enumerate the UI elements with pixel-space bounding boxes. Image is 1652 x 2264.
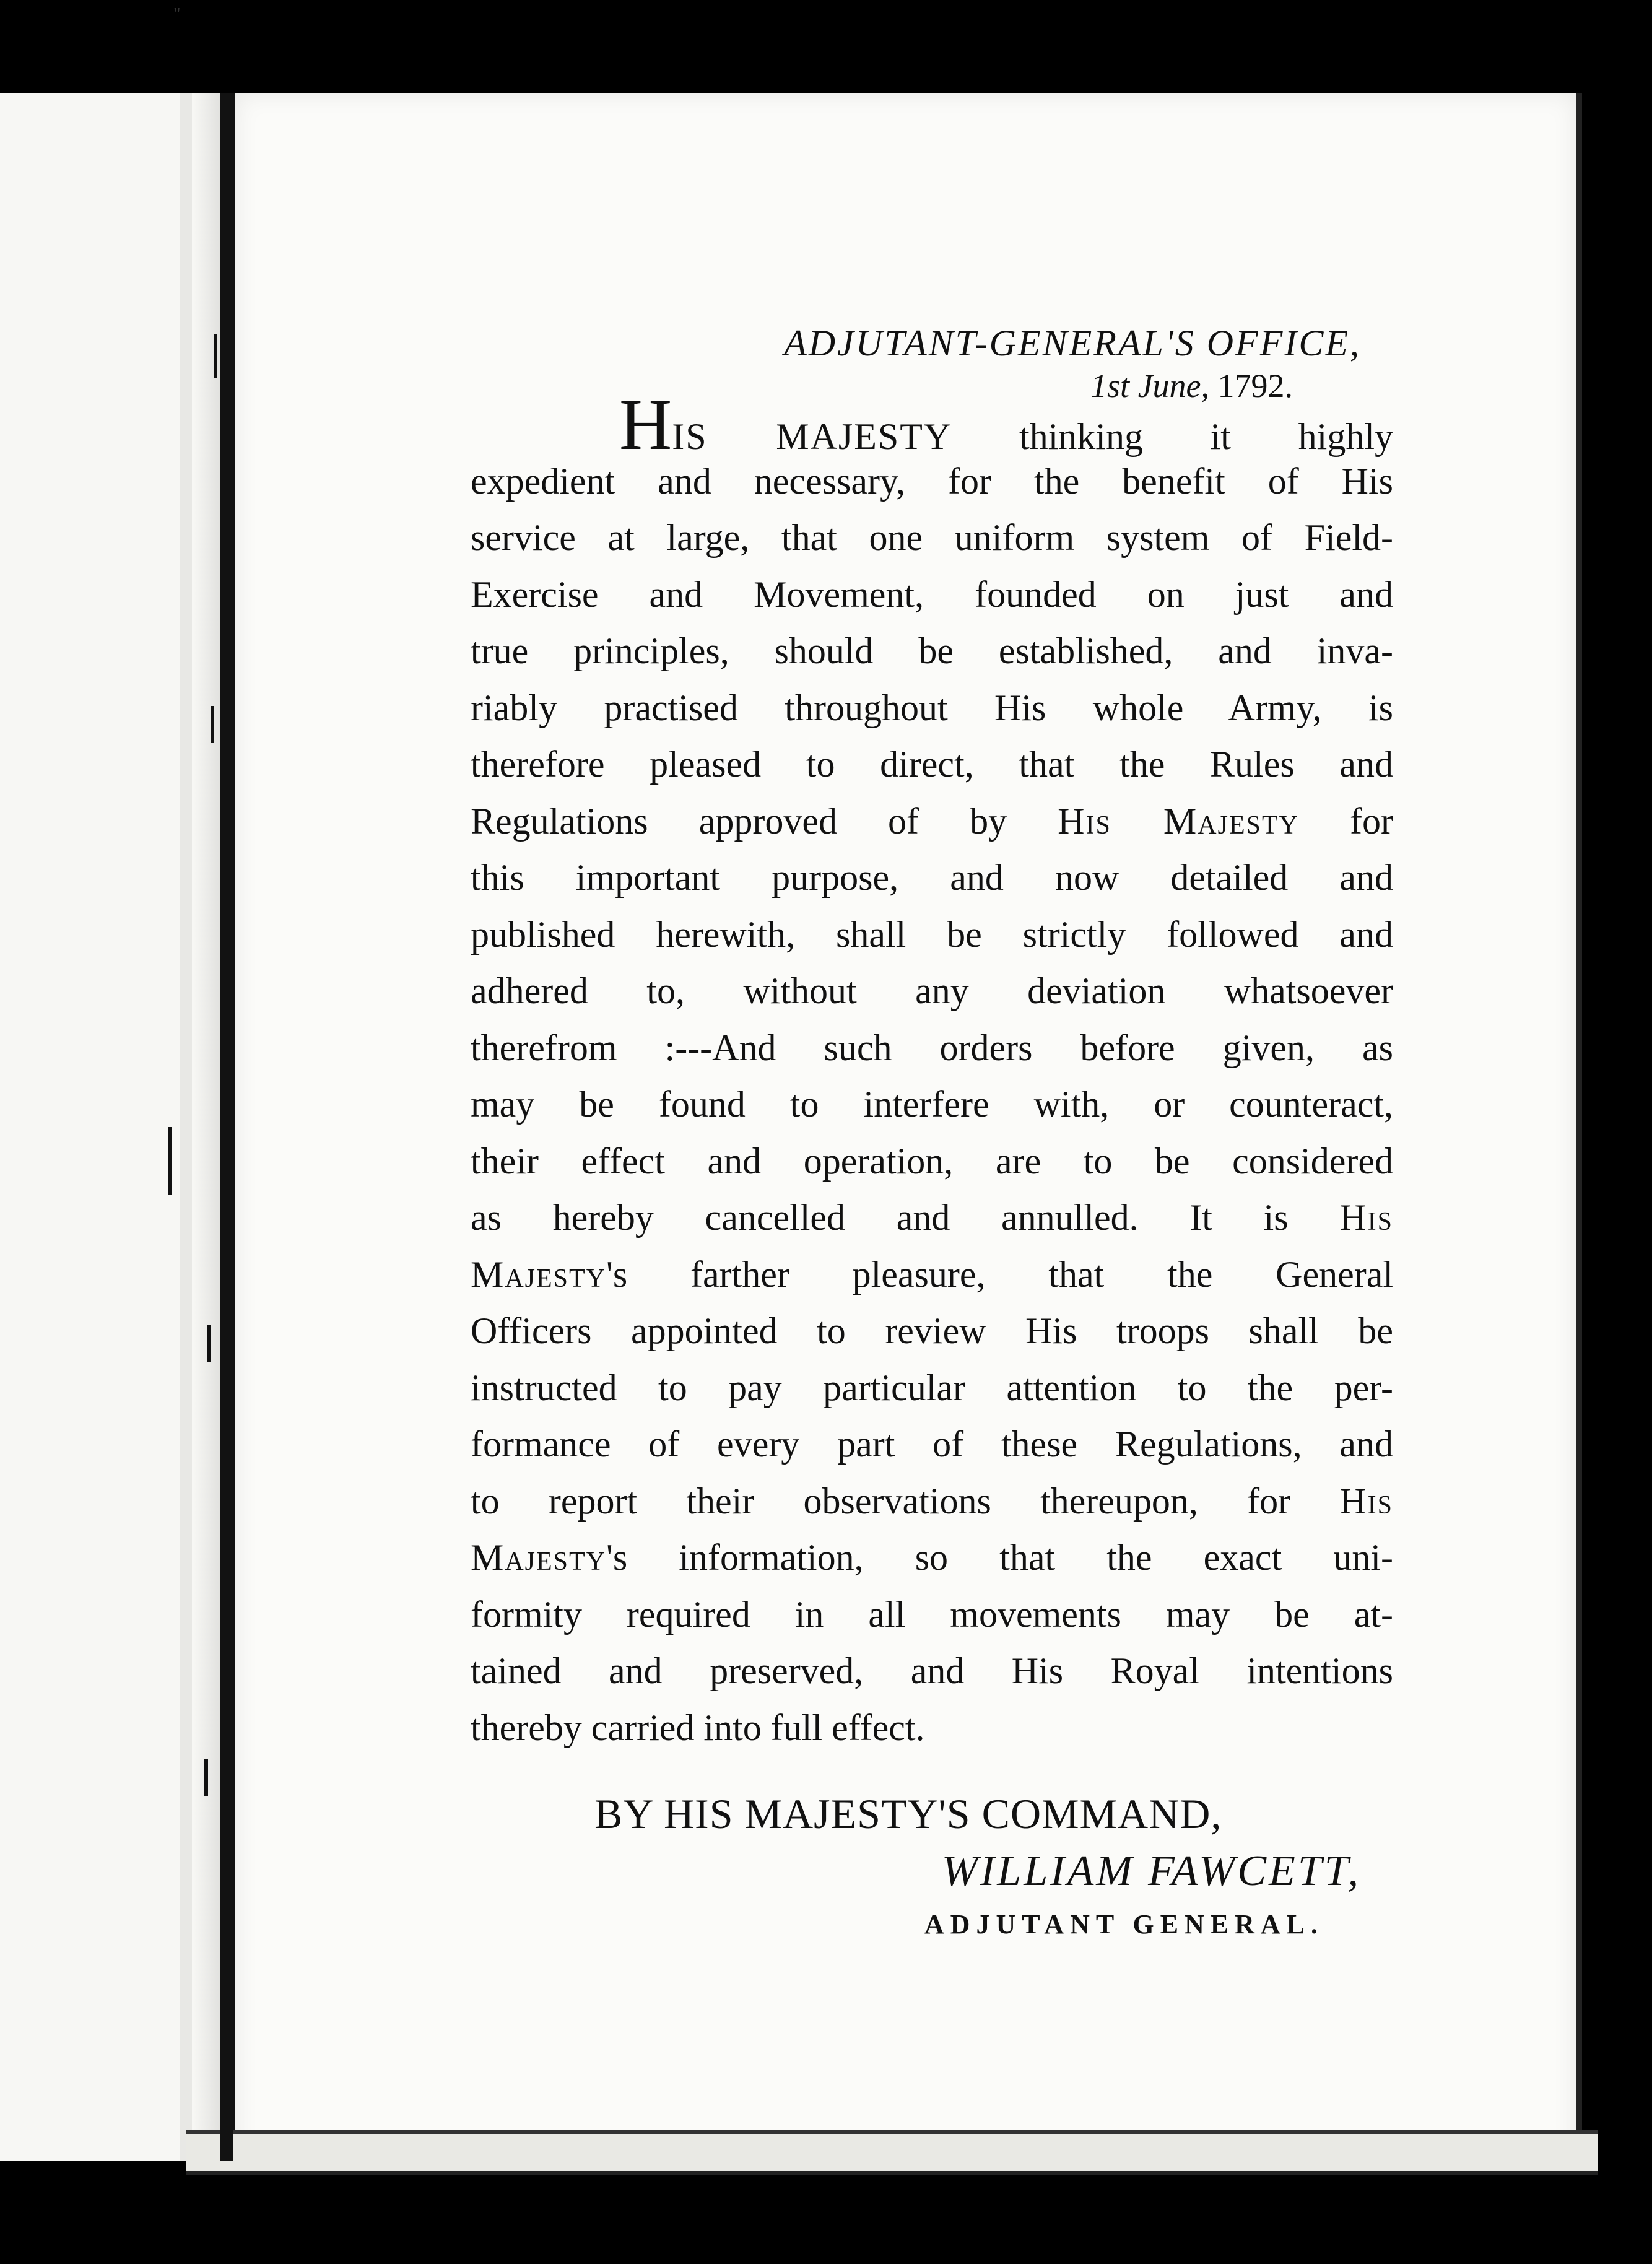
line-text: thinking it highly <box>952 416 1393 457</box>
signer-name: WILLIAM FAWCETT, <box>941 1847 1361 1895</box>
text-line: therefrom :---And such orders before given, as <box>471 1027 1393 1068</box>
drop-cap: H <box>619 384 672 465</box>
small-caps-text: Majesty <box>471 1537 607 1578</box>
text-line: may be found to interfere with, or counteract, <box>471 1084 1393 1125</box>
text-line: therefore pleased to direct, that the Rules and <box>471 744 1393 785</box>
binding-thread-mark <box>214 334 217 378</box>
line-text: Regulations approved of by <box>471 800 1058 842</box>
text-line: tained and preserved, and His Royal intentions <box>471 1650 1393 1691</box>
text-line <box>471 1473 1393 1530</box>
text-line <box>471 793 1393 850</box>
text-line: formity required in all movements may be at- <box>471 1593 1393 1635</box>
text-line: this important purpose, and now detailed and <box>471 857 1393 898</box>
page-bottom-edge <box>186 2130 1598 2175</box>
text-line: published herewith, shall be strictly followed and <box>471 913 1393 955</box>
left-page-mark <box>168 1127 172 1195</box>
text-line: formance of every part of these Regulations, and <box>471 1424 1393 1465</box>
office-heading: ADJUTANT-GENERAL'S OFFICE, <box>784 323 1361 364</box>
binding-thread-mark <box>204 1759 208 1796</box>
binding-gutter <box>220 93 233 2161</box>
left-page-shadow <box>180 93 192 2161</box>
text-line: their effect and operation, are to be considered <box>471 1140 1393 1182</box>
text-line: thereby carried into full effect. <box>471 1707 925 1748</box>
text-line: instructed to pay particular attention to the per- <box>471 1367 1393 1408</box>
line-text: as hereby cancelled and annulled. It is <box>471 1197 1340 1238</box>
date-day: 1st June, <box>1090 367 1209 404</box>
binding-thread-mark <box>207 1325 211 1362</box>
text-line: adhered to, without any deviation whatsoever <box>471 970 1393 1011</box>
text-line: service at large, that one uniform system of Field- <box>471 517 1393 558</box>
date-year: 1792. <box>1217 367 1293 404</box>
signer-title: ADJUTANT GENERAL. <box>924 1909 1324 1940</box>
small-caps-text: Majesty <box>471 1253 607 1295</box>
text-line: Officers appointed to review His troops shall be <box>471 1310 1393 1351</box>
line-text: 's information, so that the exact uni- <box>606 1537 1393 1578</box>
small-caps-text: His <box>1339 1197 1393 1238</box>
text-line: Exercise and Movement, founded on just and <box>471 573 1393 615</box>
binding-thread-mark <box>211 706 214 743</box>
small-caps-text: His <box>1339 1480 1393 1522</box>
text-line: expedient and necessary, for the benefit of His <box>471 460 1393 502</box>
left-page <box>0 93 235 2161</box>
text-line <box>471 1190 1393 1247</box>
command-line: BY HIS MAJESTY'S COMMAND, <box>594 1790 1222 1837</box>
small-caps-text: His Majesty <box>1058 800 1299 842</box>
text-line <box>471 1247 1393 1304</box>
small-caps-text: IS MAJESTY <box>672 416 952 457</box>
text-line <box>471 1530 1393 1587</box>
line-text: for <box>1298 800 1393 842</box>
corner-speck: " <box>173 5 181 24</box>
line-text: 's farther pleasure, that the General <box>606 1253 1393 1295</box>
text-line: riably practised throughout His whole Army, is <box>471 687 1393 728</box>
text-line: true principles, should be established, and inva- <box>471 630 1393 671</box>
line-text: to report their observations thereupon, for <box>471 1480 1340 1522</box>
